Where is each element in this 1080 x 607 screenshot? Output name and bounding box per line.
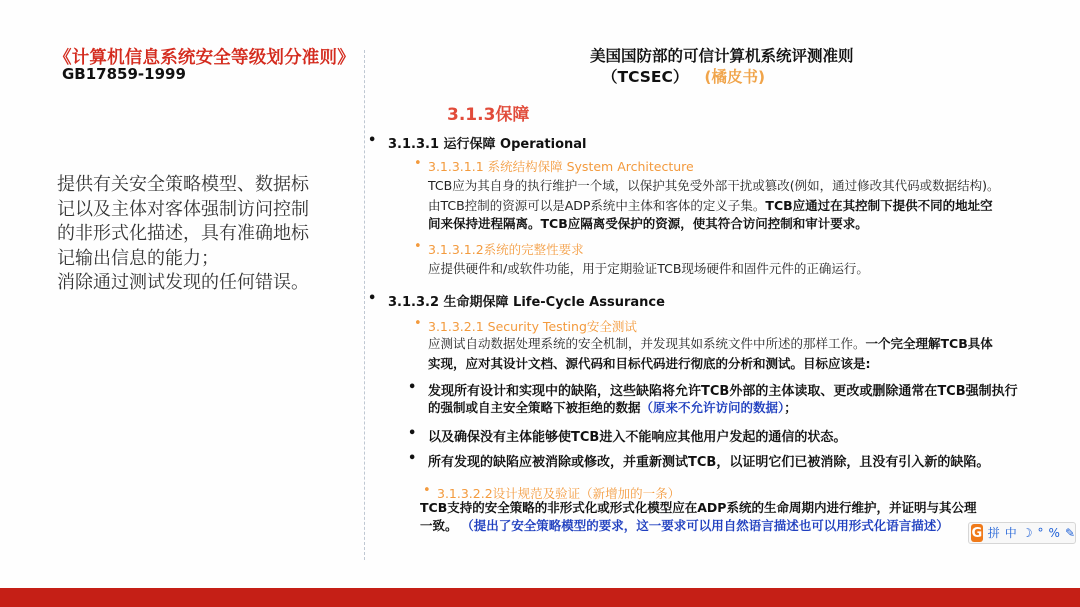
paragraph-text: 由TCB控制的资源可以是ADP系统中主体和客体的定义子集。 [428,198,766,213]
goal-item [408,426,847,445]
bullet-dot: • [408,451,417,466]
left-body-line: 消除通过测试发现的任何错误。 [57,272,309,293]
left-body-line: 记以及主体对客体强制访问控制 [57,198,309,220]
bullet-dot: • [414,156,422,171]
bullet-dot: • [423,483,431,498]
goal-text: 发现所有设计和实现中的缺陷，这些缺陷将允许TCB外部的主体读取、更改或删除通常在TCB强制执行 [428,384,1018,399]
paragraph: 实现，应对其设计文档、源代码和目标代码进行彻底的分析和测试。目标应该是: [428,356,871,371]
goal-text: 的强制或自主安全策略下被拒绝的数据 [428,400,641,415]
list-item-operational [368,133,587,152]
goal-text: 以及确保没有主体能够使TCB进入不能响应其他用户发起的通信的状态。 [428,430,847,445]
subitem-security-testing [414,316,637,335]
paragraph: 间来保持进程隔离。TCB应隔离受保护的资源，使其符合访问控制和审计要求。 [428,216,868,231]
subitem-system-integrity [414,239,584,258]
list-item-life-cycle [368,291,665,310]
bullet-dot: • [368,291,377,306]
subitem-label: 3.1.3.2.1 Security Testing安全测试 [428,319,637,334]
ime-tool-icon[interactable]: ✎ [1064,526,1075,540]
paragraph [420,516,949,536]
bottom-red-bar [0,588,1080,607]
paragraph-note: （提出了安全策略模型的要求，这一要求可以用自然语言描述也可以用形式化语言描述） [467,518,949,533]
right-standard-subtitle [602,65,765,87]
left-body-line: 提供有关安全策略模型、数据标 [57,174,309,195]
item-label: 3.1.3.1 运行保障 Operational [388,137,587,152]
paragraph [428,334,993,354]
left-standard-title: 《计算机信息系统安全等级划分准则》 [54,48,355,68]
goal-item [408,451,990,470]
ime-toolbar[interactable] [968,522,1076,544]
goal-note: （原来不允许访问的数据） [640,400,785,415]
ime-moon-icon[interactable]: ☽ [1021,526,1033,540]
subitem-system-architecture [414,156,694,175]
ime-punctuation-icon[interactable]: ° [1037,526,1044,540]
paragraph: 应提供硬件和/或软件功能，用于定期验证TCB现场硬件和固件元件的正确运行。 [428,261,869,276]
left-body-line: 的非形式化描述，具有准确地标 [57,223,309,244]
orange-book-label: (橘皮书) [704,68,766,86]
ime-logo-icon[interactable]: G [971,525,983,541]
subitem-label: 3.1.3.1.1 系统结构保障 System Architecture [428,159,694,174]
subitem-label: 3.1.3.1.2系统的完整性要求 [428,242,584,257]
column-divider [364,50,365,560]
bullet-dot: • [408,380,417,395]
paragraph-bold: 一个完全理解TCB具体 [865,336,993,351]
paragraph [428,398,797,418]
ime-percent-icon[interactable]: % [1048,526,1060,540]
section-heading: 3.1.3保障 [447,105,530,125]
goal-item [408,380,1018,399]
goal-end: ； [784,400,797,415]
subitem-label: 3.1.3.2.2设计规范及验证（新增加的一条） [437,486,681,501]
paragraph: TCB应为其自身的执行维护一个域，以保护其免受外部干扰或篡改(例如，通过修改其代码或数据结构)。 [428,178,1000,193]
right-standard-title: 美国国防部的可信计算机系统评测准则 [590,47,854,65]
item-label: 3.1.3.2 生命期保障 Life-Cycle Assurance [388,295,665,310]
goal-text: 所有发现的缺陷应被消除或修改，并重新测试TCB，以证明它们已被消除，且没有引入新的缺陷。 [428,455,990,470]
ime-pinyin-button[interactable]: 拼 [987,526,1000,540]
left-body-text [57,173,357,296]
tcsec-label: （TCSEC） [602,68,689,86]
bullet-dot: • [414,239,422,254]
left-body-line: 记输出信息的能力； [57,247,219,269]
paragraph-text: 应测试自动数据处理系统的安全机制，并发现其如系统文件中所述的那样工作。 [428,336,866,351]
paragraph [428,196,993,216]
paragraph-bold: TCB应通过在其控制下提供不同的地址空 [765,198,993,213]
ime-chinese-mode-button[interactable]: 中 [1004,526,1017,540]
bullet-dot: • [414,316,422,331]
bullet-dot: • [408,426,417,441]
left-standard-code: GB17859-1999 [62,65,186,83]
bullet-dot: • [368,133,377,148]
paragraph-bold: 一致。 [420,518,458,533]
paragraph: TCB支持的安全策略的非形式化或形式化模型应在ADP系统的生命周期内进行维护，并证明与其公理 [420,500,977,515]
